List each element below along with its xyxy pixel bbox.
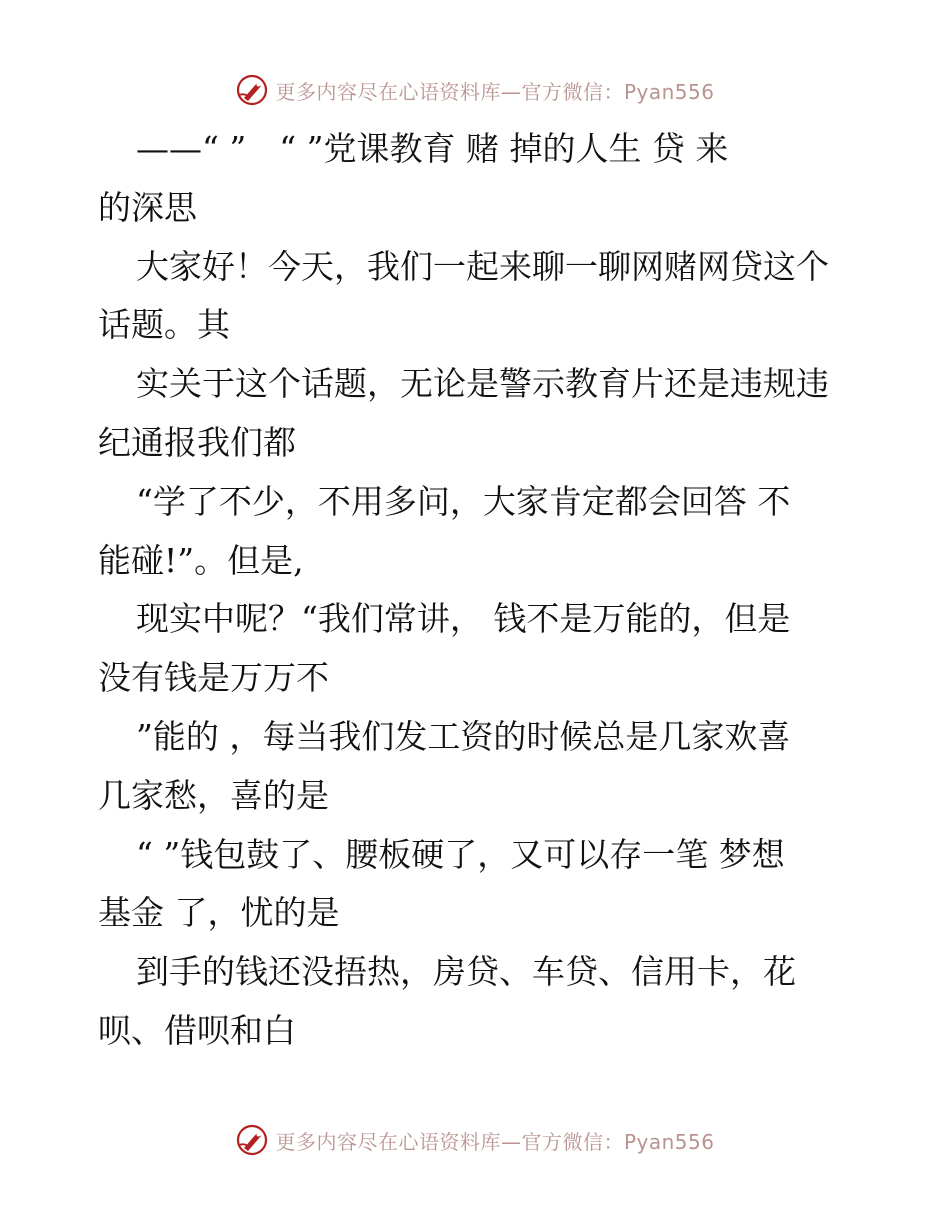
pen-nib-icon: [235, 73, 269, 107]
text-line: “学了不少，不用多问，大家肯定都会回答 不: [136, 481, 791, 521]
document-body: [98, 120, 858, 1061]
text-line: 现实中呢？“我们常讲， 钱不是万能的，但是: [136, 599, 791, 639]
text-line: ——“ ” “ ”党课教育 赌 掉的人生 贷 来: [136, 129, 729, 168]
text-line: 实关于这个话题，无论是警示教育片还是违规违: [136, 364, 829, 404]
text-line: 大家好！今天，我们一起来聊一聊网赌网贷这个: [136, 246, 829, 286]
text-line: 几家愁，喜的是: [98, 775, 329, 815]
watermark-text: 更多内容尽在心语资料库—官方微信：Pyan556: [275, 1129, 715, 1154]
watermark-text: 更多内容尽在心语资料库—官方微信：Pyan556: [275, 79, 715, 104]
header-watermark: [0, 70, 950, 110]
text-line: 没有钱是万万不: [98, 658, 329, 698]
text-line: 能碰!”。但是,: [98, 540, 304, 580]
text-line: 的深思: [98, 187, 197, 227]
text-line: 基金 了，忧的是: [98, 893, 340, 933]
pen-nib-icon: [235, 1123, 269, 1157]
footer-watermark: [0, 1120, 950, 1160]
text-line: 话题。其: [98, 305, 230, 345]
text-line: ”能的 ，每当我们发工资的时候总是几家欢喜: [136, 716, 791, 756]
text-line: “ ”钱包鼓了、腰板硬了，又可以存一笔 梦想: [136, 834, 785, 874]
text-line: 呗、借呗和白: [98, 1010, 296, 1050]
text-line: 纪通报我们都: [98, 422, 296, 462]
text-line: 到手的钱还没捂热，房贷、车贷、信用卡，花: [136, 952, 796, 992]
